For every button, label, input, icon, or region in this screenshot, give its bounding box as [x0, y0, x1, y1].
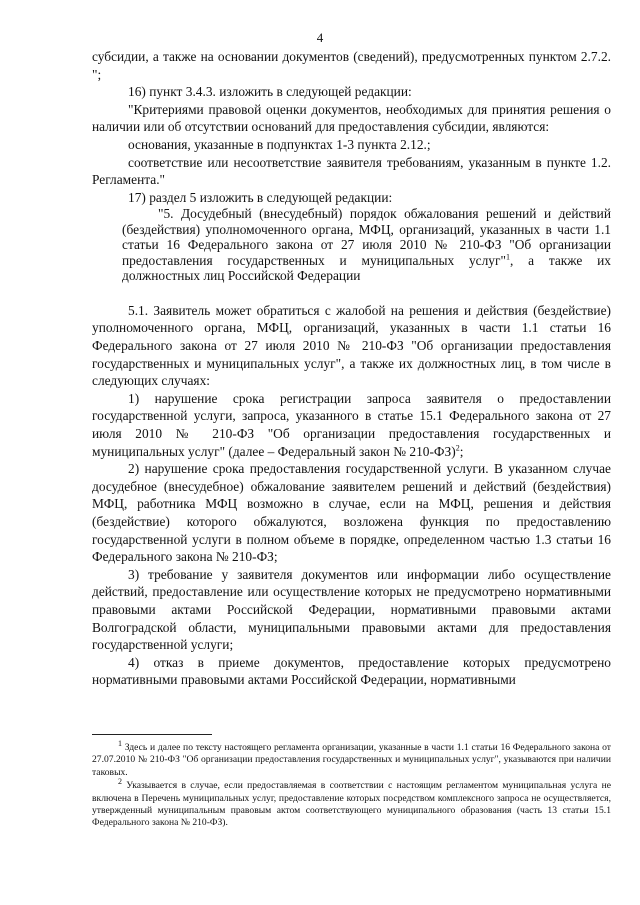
- footnote-ref-2[interactable]: 2: [455, 443, 460, 453]
- paragraph-item-16: 16) пункт 3.4.3. изложить в следующей редакции:: [128, 84, 412, 100]
- document-body: [92, 48, 611, 689]
- paragraph-case-1-end: ;: [459, 443, 464, 459]
- section-5-title-text: "5. Досудебный (внесудебный) порядок обжалования решений и действий (бездействия) уполномоченного органа, МФЦ, организаций, указанных в части 1.1 статьи 16 Федерального закона от 27 июля 2010 № 210-ФЗ "Об организации предоставления государственных и муниципальных услуг": [122, 206, 611, 268]
- paragraph-compliance: соответствие или несоответствие заявителя требованиям, указанным в пункте 1.2. Регламента.": [92, 154, 611, 188]
- page-number: 4: [316, 30, 324, 45]
- footnote-ref-1[interactable]: 1: [505, 252, 510, 262]
- footnote-2-mark: 2: [118, 777, 122, 787]
- footnotes: [92, 738, 611, 831]
- footnote-1-mark: 1: [118, 738, 122, 748]
- paragraph-continuation: субсидии, а также на основании документов (сведений), предусмотренных пунктом 2.7.2. ";: [92, 49, 611, 82]
- paragraph-case-1: [92, 390, 611, 460]
- paragraph-case-2: 2) нарушение срока предоставления государственной услуги. В указанном случае досудебное (внесудебное) обжалование заявителем решений и действий (бездействия) МФЦ, работника МФЦ возможно в случае, если на МФЦ, решения и действия (бездействие) которого обжалуются, возложена функция по предоставлению государственной услуги в полном объеме в порядке, определенном частью 1.3 статьи 16 Федерального закона № 210-ФЗ;: [92, 461, 611, 565]
- section-5-title: [92, 206, 611, 284]
- paragraph-case-3: 3) требование у заявителя документов или информации либо осуществление действий, предоставление или осуществление которых не предусмотрено нормативными правовыми актами Российской Федерации, нормативными правовыми актами Волгоградской области, муниципальными правовыми актами для предоставления государственной услуги;: [92, 566, 611, 653]
- footnote-2-text: Указывается в случае, если предоставляемая в соответствии с настоящим регламентом муниципальная услуга не включена в Перечень муниципальных услуг, предоставление которых посредством комплексного запроса не осуществляется, утвержденный муниципальным правовым актом соответствующего муниципального образования (часть 13 статьи 15.1 Федерального закона № 210-ФЗ).: [92, 780, 611, 829]
- footnote-separator: [92, 734, 212, 735]
- paragraph-criteria: "Критериями правовой оценки документов, необходимых для принятия решения о наличии или об отсутствии оснований для предоставления субсидии, являются:: [92, 101, 611, 135]
- paragraph-grounds: основания, указанные в подпунктах 1-3 пункта 2.12.;: [128, 136, 431, 152]
- paragraph-case-4: 4) отказ в приеме документов, предоставление которых предусмотрено нормативными правовыми актами Российской Федерации, нормативными: [92, 654, 611, 688]
- section-5-title-text-end: , а также их должностных лиц Российской Федерации: [122, 252, 611, 284]
- paragraph-item-17: 17) раздел 5 изложить в следующей редакции:: [128, 189, 393, 205]
- paragraph-case-1-text: 1) нарушение срока регистрации запроса заявителя о предоставлении государственной услуги, запроса, указанного в статье 15.1 Федерального закона от 27 июля 2010 № 210-ФЗ "Об организации предоставления государственных и муниципальных услуг" (далее – Федеральный закон № 210-ФЗ): [92, 390, 611, 459]
- footnote-2: [92, 777, 611, 830]
- paragraph-5-1: 5.1. Заявитель может обратиться с жалобой на решения и действия (бездействие) уполномоченного органа, МФЦ, организаций, указанных в части 1.1 статьи 16 Федерального закона от 27 июля 2010 № 210-ФЗ "Об организации предоставления государственных и муниципальных услуг", а также их должностных лиц, в том числе в следующих случаях:: [92, 302, 611, 389]
- footnote-1: [92, 738, 611, 779]
- footnote-1-text: Здесь и далее по тексту настоящего регламента организации, указанные в части 1.1 статьи 16 Федерального закона от 27.07.2010 № 210-ФЗ "Об организации предоставления государственных и муниципальных услуг", указываются при наличии таковых.: [92, 742, 611, 778]
